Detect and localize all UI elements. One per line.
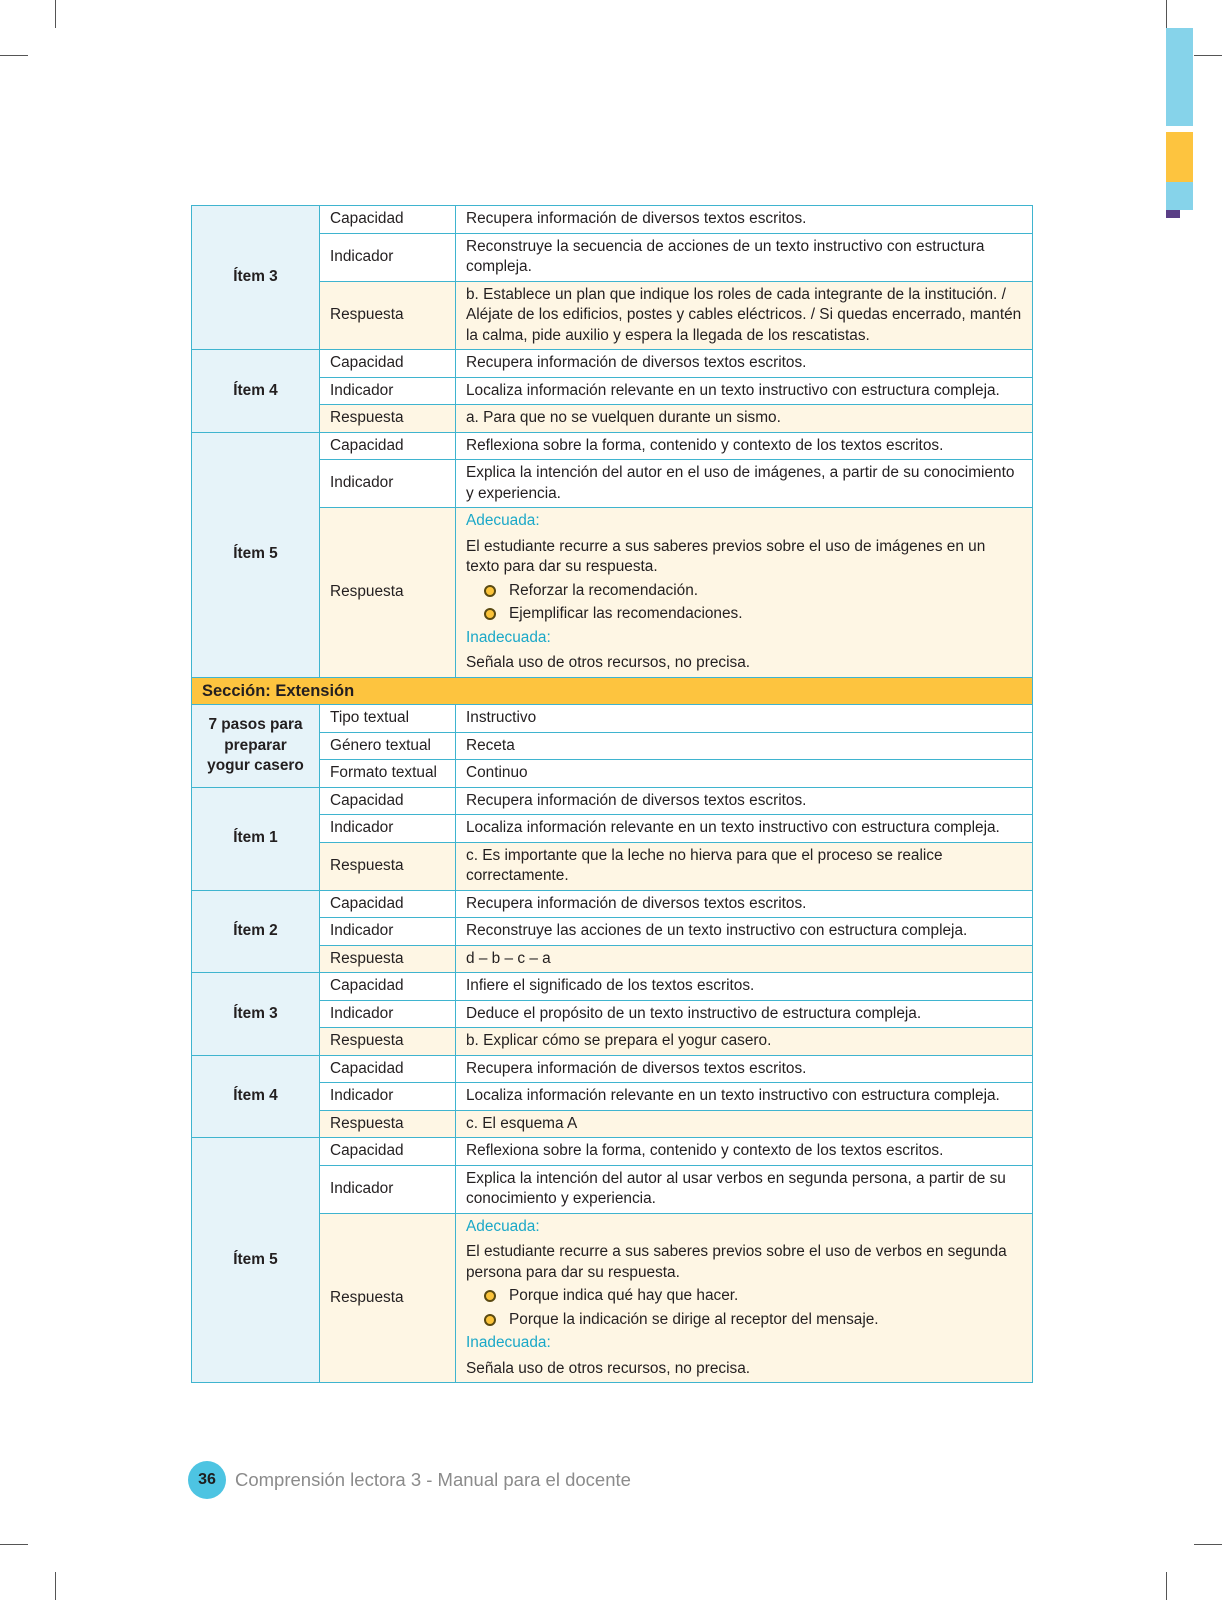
row-value: Localiza información relevante en un texto instructivo con estructura compleja. (456, 815, 1033, 843)
item-label: Ítem 4 (192, 1055, 320, 1138)
bullet-text: Porque indica qué hay que hacer. (509, 1287, 739, 1304)
inadequate-label: Inadecuada: (466, 1334, 551, 1351)
row-label: Género textual (320, 732, 456, 760)
row-label: Respuesta (320, 281, 456, 350)
row-value: c. El esquema A (456, 1110, 1033, 1138)
row-label: Capacidad (320, 432, 456, 460)
row-label: Respuesta (320, 945, 456, 973)
row-value: Explica la intención del autor al usar verbos en segunda persona, a partir de su conocimiento y experiencia. (456, 1165, 1033, 1213)
row-value: Deduce el propósito de un texto instructivo de estructura compleja. (456, 1000, 1033, 1028)
item-label: Ítem 5 (192, 432, 320, 677)
row-label: Indicador (320, 233, 456, 281)
crop-mark (1166, 1572, 1167, 1600)
row-value: Infiere el significado de los textos escritos. (456, 973, 1033, 1001)
bullet-item (484, 581, 1022, 602)
row-value: b. Explicar cómo se prepara el yogur casero. (456, 1028, 1033, 1056)
row-value: Receta (456, 732, 1033, 760)
bullet-circle-icon (484, 608, 496, 620)
table-row (192, 890, 1033, 918)
side-color-strip-purple (1166, 210, 1180, 218)
table-row (192, 1055, 1033, 1083)
footer-title: Comprensión lectora 3 - Manual para el docente (235, 1469, 631, 1490)
row-label: Indicador (320, 1000, 456, 1028)
rubric-table (191, 205, 1033, 1383)
table-row (192, 973, 1033, 1001)
row-value: Reconstruye la secuencia de acciones de un texto instructivo con estructura compleja. (456, 233, 1033, 281)
adequate-label: Adecuada: (466, 1217, 540, 1235)
table-row (192, 350, 1033, 378)
row-label: Respuesta (320, 508, 456, 678)
item-label: Ítem 3 (192, 973, 320, 1056)
row-value: Localiza información relevante en un texto instructivo con estructura compleja. (456, 377, 1033, 405)
bullet-circle-icon (484, 1290, 496, 1302)
page-footer (188, 1460, 631, 1500)
table-row (192, 787, 1033, 815)
row-value: Reflexiona sobre la forma, contenido y contexto de los textos escritos. (456, 1138, 1033, 1166)
section-header-row (192, 677, 1033, 705)
row-label: Capacidad (320, 787, 456, 815)
row-label: Indicador (320, 1165, 456, 1213)
crop-mark (1194, 55, 1222, 56)
row-value: Recupera información de diversos textos escritos. (456, 206, 1033, 234)
row-value: Recupera información de diversos textos escritos. (456, 1055, 1033, 1083)
row-label: Indicador (320, 815, 456, 843)
bullet-item (484, 1310, 1022, 1331)
row-value: c. Es importante que la leche no hierva para que el proceso se realice correctamente. (456, 842, 1033, 890)
row-label: Capacidad (320, 350, 456, 378)
adequate-text: El estudiante recurre a sus saberes previos sobre el uso de imágenes en un texto para dar su respuesta. (466, 537, 986, 575)
table-row (192, 432, 1033, 460)
side-color-strip-yellow (1166, 132, 1193, 182)
row-label: Capacidad (320, 1138, 456, 1166)
inadequate-label: Inadecuada: (466, 628, 551, 646)
page-number: 36 (188, 1461, 226, 1499)
row-value: Instructivo (456, 705, 1033, 733)
row-label: Formato textual (320, 760, 456, 788)
text-title: 7 pasos para preparar yogur casero (192, 705, 320, 788)
row-value: Continuo (456, 760, 1033, 788)
crop-mark (0, 1544, 28, 1545)
row-value: Reconstruye las acciones de un texto instructivo con estructura compleja. (456, 918, 1033, 946)
bullet-text: Porque la indicación se dirige al receptor del mensaje. (509, 1310, 879, 1328)
crop-mark (1194, 1544, 1222, 1545)
item-label: Ítem 4 (192, 350, 320, 433)
row-label: Capacidad (320, 973, 456, 1001)
crop-mark (55, 0, 56, 28)
row-label: Capacidad (320, 890, 456, 918)
row-label: Tipo textual (320, 705, 456, 733)
bullet-circle-icon (484, 585, 496, 597)
crop-mark (0, 55, 28, 56)
row-value: Reflexiona sobre la forma, contenido y contexto de los textos escritos. (456, 432, 1033, 460)
row-value: b. Establece un plan que indique los roles de cada integrante de la institución. / Aléjate de los edificios, postes y cables eléctricos. / Si quedas encerrado, mantén la calma, pide auxilio y espera la llegada de los rescatistas. (456, 281, 1033, 350)
row-label: Respuesta (320, 1213, 456, 1383)
inadequate-text: Señala uso de otros recursos, no precisa. (466, 654, 751, 671)
crop-mark (1166, 0, 1167, 28)
row-label: Capacidad (320, 1055, 456, 1083)
row-value: Recupera información de diversos textos escritos. (456, 350, 1033, 378)
item-label: Ítem 5 (192, 1138, 320, 1383)
adequate-text: El estudiante recurre a sus saberes previos sobre el uso de verbos en segunda persona para dar su respuesta. (466, 1243, 1007, 1281)
section-title: Sección: Extensión (192, 677, 1033, 705)
bullet-text: Ejemplificar las recomendaciones. (509, 605, 743, 622)
row-label: Indicador (320, 1083, 456, 1111)
row-value: d – b – c – a (456, 945, 1033, 973)
table-row (192, 705, 1033, 733)
row-label: Indicador (320, 377, 456, 405)
side-color-strip-blue (1166, 28, 1193, 126)
row-label: Capacidad (320, 206, 456, 234)
inadequate-text: Señala uso de otros recursos, no precisa. (466, 1359, 751, 1377)
side-color-strip-blue (1166, 182, 1193, 210)
row-value: Recupera información de diversos textos escritos. (456, 890, 1033, 918)
bullet-item (484, 1286, 1022, 1307)
bullet-item (484, 604, 1022, 625)
bullet-text: Reforzar la recomendación. (509, 581, 699, 599)
crop-mark (55, 1572, 56, 1600)
bullet-circle-icon (484, 1314, 496, 1326)
answer-cell (456, 1213, 1033, 1383)
table-row (192, 1138, 1033, 1166)
item-label: Ítem 3 (192, 206, 320, 350)
row-label: Respuesta (320, 1028, 456, 1056)
row-label: Indicador (320, 918, 456, 946)
row-value: Recupera información de diversos textos escritos. (456, 787, 1033, 815)
row-value: Localiza información relevante en un texto instructivo con estructura compleja. (456, 1083, 1033, 1111)
row-value: a. Para que no se vuelquen durante un sismo. (456, 405, 1033, 433)
row-label: Indicador (320, 460, 456, 508)
row-label: Respuesta (320, 842, 456, 890)
row-value: Explica la intención del autor en el uso de imágenes, a partir de su conocimiento y experiencia. (456, 460, 1033, 508)
answer-cell (456, 508, 1033, 678)
adequate-label: Adecuada: (466, 512, 540, 529)
row-label: Respuesta (320, 405, 456, 433)
item-label: Ítem 1 (192, 787, 320, 890)
row-label: Respuesta (320, 1110, 456, 1138)
item-label: Ítem 2 (192, 890, 320, 973)
table-row (192, 206, 1033, 234)
